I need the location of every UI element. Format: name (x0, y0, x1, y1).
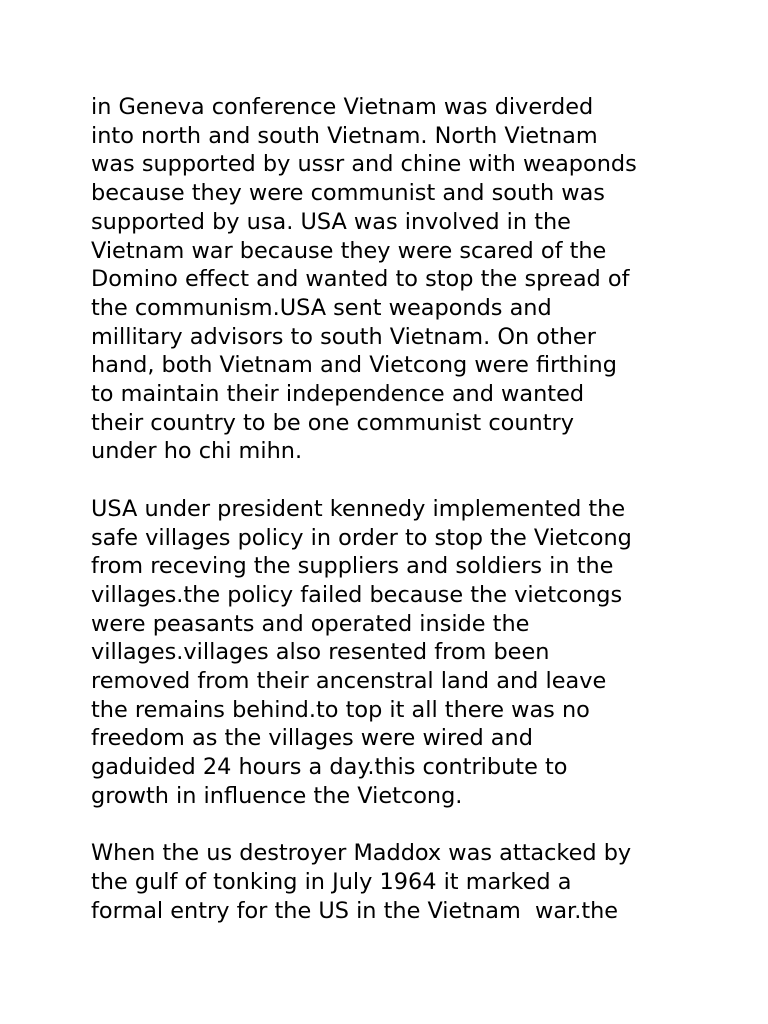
text-line: because they were communist and south was (91, 180, 605, 207)
text-line: Vietnam war because they were scared of the (91, 237, 607, 264)
text-line: millitary advisors to south Vietnam. On other (91, 323, 596, 350)
text-line: gaduided 24 hours a day.this contribute to (91, 754, 568, 781)
text-line: supported by usa. USA was involved in the (91, 208, 571, 235)
text-line: into north and south Vietnam. North Vietnam (91, 122, 598, 149)
text-line: villages.the policy failed because the vietcongs (91, 581, 623, 608)
text-line: formal entry for the US in the Vietnam war.the (91, 897, 619, 924)
text-line: the gulf of tonking in July 1964 it marked a (91, 868, 572, 895)
text-line: hand, both Vietnam and Vietcong were firthing (91, 352, 617, 379)
text-line: villages.villages also resented from been (91, 639, 550, 666)
text-line: from receving the suppliers and soldiers in the (91, 553, 614, 580)
text-line: USA under president kennedy implemented the (91, 495, 626, 522)
text-line: were peasants and operated inside the (91, 610, 530, 637)
text-line: growth in influence the Vietcong. (91, 782, 463, 809)
text-line: their country to be one communist country (91, 409, 574, 436)
text-line: removed from their ancenstral land and leave (91, 668, 607, 695)
text-line: the communism.USA sent weaponds and (91, 294, 552, 321)
text-line: Domino effect and wanted to stop the spread of (91, 266, 630, 293)
text-line: in Geneva conference Vietnam was diverded (91, 94, 594, 120)
text-line: under ho chi mihn. (91, 438, 303, 465)
text-line: freedom as the villages were wired and (91, 725, 533, 752)
paragraph-safe-villages (91, 495, 691, 811)
text-line: the remains behind.to top it all there was no (91, 696, 590, 723)
paragraph-maddox (91, 839, 691, 925)
text-line: was supported by ussr and chine with weaponds (91, 151, 637, 178)
document-body (91, 93, 691, 954)
text-line: to maintain their independence and wanted (91, 381, 585, 408)
paragraph-geneva (91, 93, 691, 466)
text-line: When the us destroyer Maddox was attacked by (91, 840, 632, 867)
text-line: safe villages policy in order to stop the Vietcong (91, 524, 632, 551)
